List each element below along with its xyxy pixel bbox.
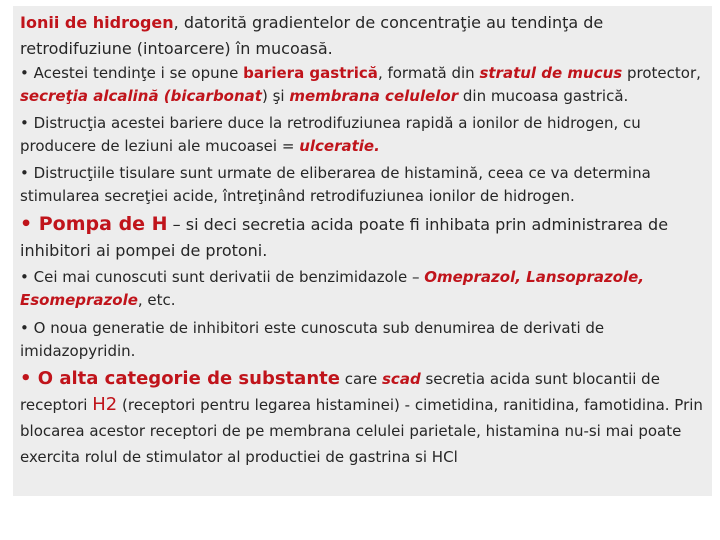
slide-body [20,10,715,470]
term-h2: H2 [92,394,118,415]
term-reduce: scad [382,370,421,388]
paragraph-gastric-barrier: • Acestei tendinţe i se opune bariera gastrică, formată din stratul de mucus protector, secreţia alcalină (bicarbonat) şi membrana celulelor din mucoasa gastrică. [20,64,701,105]
term-proton-pump: • Pompa de H [20,213,168,235]
paragraph-proton-pump: • Pompa de H – si deci secretia acida poate fi inhibata prin administrarea de inhibitori ai pompei de protoni. [20,213,669,260]
term-ulceration: ulceratie. [299,137,380,155]
term-alkaline-secretion: secreţia alcalină (bicarbonat [20,87,262,105]
paragraph-barrier-destruction: • Distrucţia acestei bariere duce la retrodifuziunea rapidă a ionilor de hidrogen, cu producere de leziuni ale mucoasei = ulceratie. [20,114,641,155]
paragraph-histamine-release: • Distrucţiile tisulare sunt urmate de eliberarea de histamină, ceea ce va determina stimularea secreţiei acide, întreţinând retrodifuziunea ionilor de hidrogen. [20,164,651,205]
paragraph-hydrogen-ions: Ionii de hidrogen, datorită gradientelor de concentraţie au tendinţa de retrodifuziune (intoarcere) în mucoasă. [20,13,604,58]
term-drug-names: Omeprazol, Lansoprazole, Esomeprazole [20,268,645,309]
paragraph-imidazopyridin: • O noua generatie de inhibitori este cunoscuta sub denumirea de derivati de imidazopyridin. [20,319,605,360]
term-mucus-layer: stratul de mucus [479,64,623,82]
paragraph-h2-blockers: • O alta categorie de substante care scad secretia acida sunt blocantii de receptori H2 (receptori pentru legarea histaminei) - cimetidina, ranitidina, famotidina. Prin blocarea acestor receptori de pe membrana celulei parietale, histamina nu-si mai poate exercita rolul de stimulator al productiei de gastrina si HCl [20,368,703,466]
term-hydrogen-ions: Ionii de hidrogen [20,13,174,32]
term-cell-membrane: membrana celulelor [289,87,459,105]
term-gastric-barrier: bariera gastrică [243,64,378,82]
paragraph-benzimidazoles: • Cei mai cunoscuti sunt derivatii de benzimidazole – Omeprazol, Lansoprazole, Esomeprazole, etc. [20,268,645,309]
term-other-substances: • O alta categorie de substante [20,368,340,389]
